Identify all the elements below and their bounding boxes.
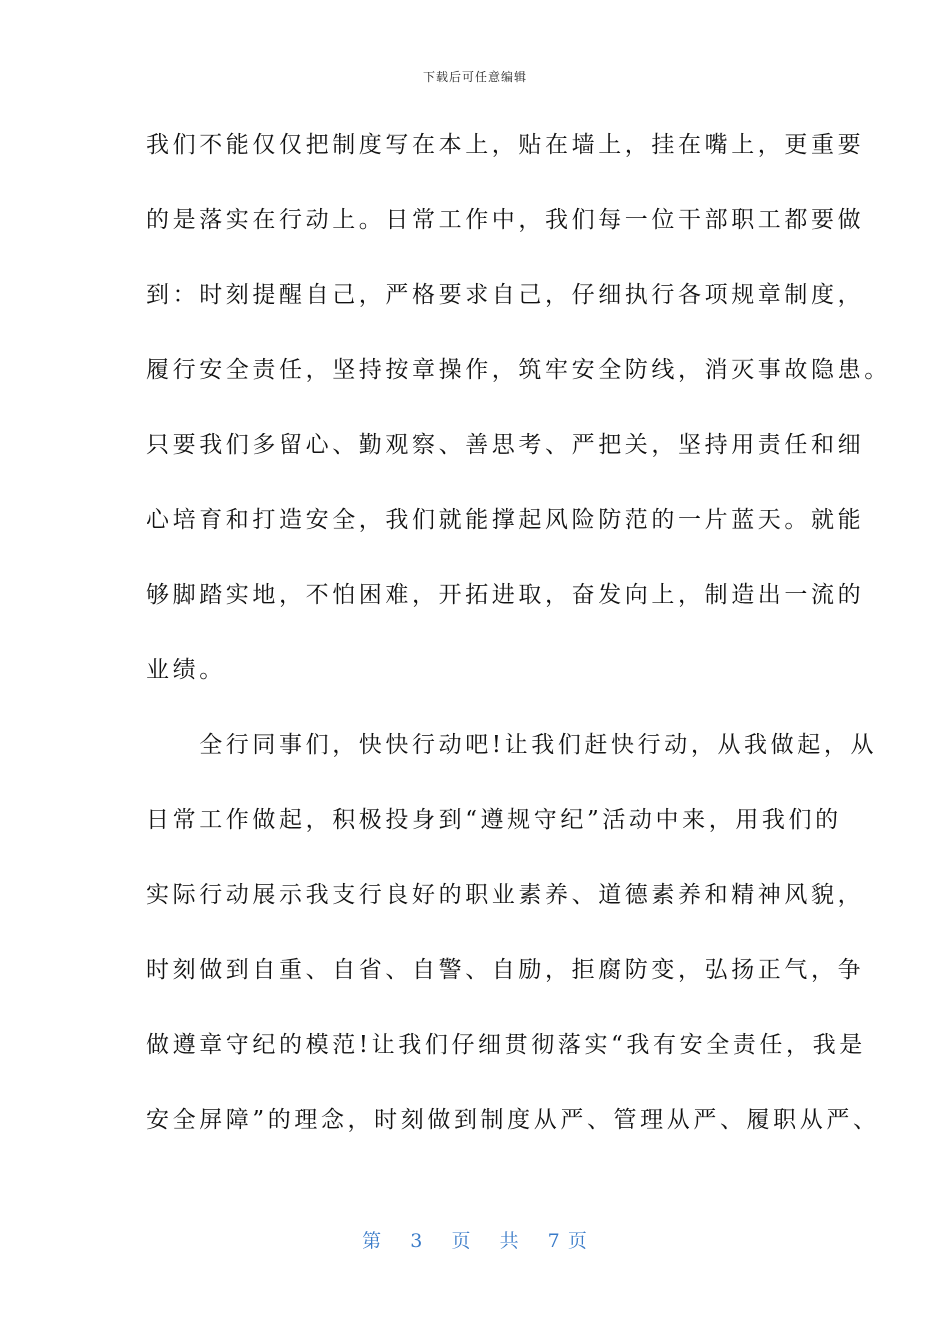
text-line: 全行同事们，快快行动吧!让我们赶快行动，从我做起，从 — [146, 732, 878, 758]
page-label-prefix: 第 — [362, 1230, 383, 1252]
page-label-suffix: 页 — [567, 1230, 588, 1252]
text-line: 业绩。 — [146, 657, 226, 683]
total-prefix: 共 — [499, 1230, 520, 1252]
text-line: 安全屏障”的理念，时刻做到制度从严、管理从严、履职从严、 — [146, 1107, 880, 1133]
text-line: 履行安全责任，坚持按章操作，筑牢安全防线，消灭事故隐患。 — [146, 357, 891, 383]
text-line: 只要我们多留心、勤观察、善思考、严把关，坚持用责任和细 — [146, 432, 865, 458]
text-line: 时刻做到自重、自省、自警、自励，拒腐防变，弘扬正气，争 — [146, 957, 865, 983]
text-line: 到：时刻提醒自己，严格要求自己，仔细执行各项规章制度， — [146, 282, 865, 308]
text-line: 日常工作做起，积极投身到“遵规守纪”活动中来，用我们的 — [146, 807, 842, 833]
header-note: 下载后可任意编辑 — [422, 70, 527, 84]
page-label-mid: 页 — [451, 1230, 472, 1252]
page-number-footer — [0, 1226, 950, 1253]
text-line: 心培育和打造安全，我们就能撑起风险防范的一片蓝天。就能 — [146, 507, 865, 533]
text-line: 我们不能仅仅把制度写在本上，贴在墙上，挂在嘴上，更重要 — [146, 132, 865, 158]
text-line: 够脚踏实地，不怕困难，开拓进取，奋发向上，制造出一流的 — [146, 582, 865, 608]
text-line: 实际行动展示我支行良好的职业素养、道德素养和精神风貌， — [146, 882, 865, 908]
body-text — [146, 120, 891, 1170]
current-page-number: 3 — [410, 1230, 424, 1252]
total-page-number: 7 — [547, 1230, 561, 1252]
text-line: 的是落实在行动上。日常工作中，我们每一位干部职工都要做 — [146, 207, 865, 233]
text-line: 做遵章守纪的模范!让我们仔细贯彻落实“我有安全责任，我是 — [146, 1032, 866, 1058]
